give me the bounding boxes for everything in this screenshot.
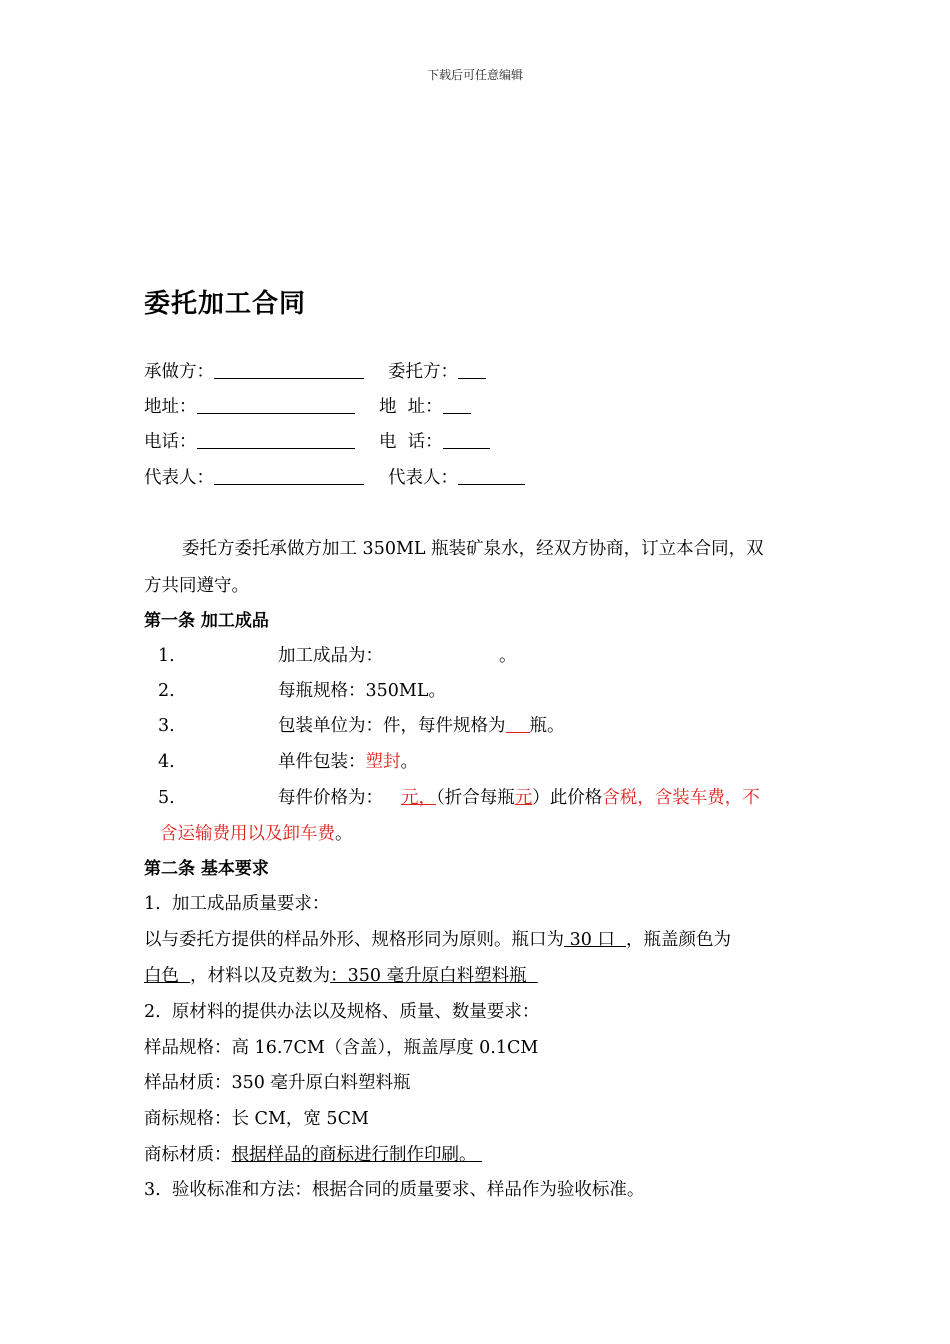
article-2-p5: 样品规格：高 16.7CM（含盖），瓶盖厚度 0.1CM: [144, 1038, 539, 1058]
item-1-text: [278, 644, 517, 668]
item-5-red-b: 元: [514, 788, 533, 808]
rep-label-left: 代表人：: [144, 468, 214, 488]
item-3-text: [278, 714, 565, 738]
party-row-2-right: [379, 395, 471, 419]
article-2-p2-c: ，瓶盖颜色为: [626, 930, 732, 950]
label-material-value: 根据样品的商标进行制作印刷。: [231, 1145, 483, 1165]
phone-blank-left: [197, 432, 355, 449]
item-4-text-a: 单件包装：: [278, 752, 366, 772]
contractor-label: 承做方：: [144, 362, 214, 382]
rep-blank-left: [214, 468, 364, 485]
item-5-continued: [160, 822, 353, 846]
party-row-2: [144, 395, 355, 419]
intro-line-2: 方共同遵守。: [144, 576, 249, 596]
page-header: 下载后可任意编辑: [426, 68, 523, 82]
item-5-red-c: 含税，含装车费，不: [602, 788, 760, 808]
article-2-p2-a: 以与委托方提供的样品外形、规格形同为原则。瓶口为: [144, 930, 564, 950]
item-1-label: 加工成品为：: [278, 646, 383, 666]
item-2-text: 每瓶规格：350ML。: [278, 681, 446, 701]
item-5-number: 5.: [158, 788, 175, 808]
rep-label-right: 代表人：: [388, 468, 458, 488]
phone-label-right: 电 话：: [379, 432, 443, 452]
cap-color-value: 白色: [144, 966, 191, 986]
item-5-text-b: （折合每瓶: [436, 788, 515, 808]
item-5-red-a: 元，: [401, 788, 436, 808]
article-2-p8-a: 商标材质：: [144, 1145, 232, 1165]
material-value: ：350 毫升原白料塑料瓶: [330, 966, 538, 986]
item-5-text-d: 。: [335, 824, 353, 844]
article-2-p8: [144, 1143, 482, 1167]
party-row-4: [144, 466, 364, 490]
item-5-red-d: 含运输费用以及卸车费: [160, 824, 335, 844]
client-blank: [458, 362, 486, 379]
party-row-4-right: [388, 466, 525, 490]
article-2-p6: 样品材质：350 毫升原白料塑料瓶: [144, 1073, 411, 1093]
item-3-text-b: 瓶。: [529, 716, 565, 736]
article-2-p3-b: ，材料以及克数为: [190, 966, 331, 986]
party-row-3-right: [379, 430, 490, 454]
article-2-p2: [144, 928, 731, 952]
item-4-text-b: 。: [400, 752, 418, 772]
item-5-text-a: 每件价格为：: [278, 788, 383, 808]
address-blank-right: [443, 397, 471, 414]
address-blank-left: [197, 397, 355, 414]
contractor-blank: [214, 362, 364, 379]
item-3-blank: [506, 716, 530, 733]
phone-blank-right: [443, 432, 490, 449]
article-2-p1: 1. 加工成品质量要求：: [144, 894, 330, 914]
article-1-heading: 第一条 加工成品: [144, 611, 269, 631]
intro-line-1: 委托方委托承做方加工 350ML 瓶装矿泉水，经双方协商，订立本合同，双: [182, 539, 764, 559]
address-label-left: 地址：: [144, 397, 197, 417]
article-2-p4: 2. 原材料的提供办法以及规格、质量、数量要求：: [144, 1002, 540, 1022]
party-row-1-right: [388, 360, 486, 384]
item-4-text: [278, 750, 418, 774]
article-2-p7: 商标规格：长 CM，宽 5CM: [144, 1109, 369, 1129]
article-2-heading: 第二条 基本要求: [144, 859, 269, 879]
bottle-mouth-value: 30 口: [564, 930, 627, 950]
item-4-red: 塑封: [365, 752, 401, 772]
item-3-text-a: 包装单位为：件，每件规格为: [278, 716, 506, 736]
rep-blank-right: [458, 468, 525, 485]
party-row-1: [144, 360, 364, 384]
party-row-3: [144, 430, 355, 454]
article-2-p3: [144, 964, 538, 988]
address-label-right: 地 址：: [379, 397, 443, 417]
item-3-number: 3.: [158, 716, 175, 736]
client-label: 委托方：: [388, 362, 458, 382]
article-2-p9: 3. 验收标准和方法：根据合同的质量要求、样品作为验收标准。: [144, 1180, 645, 1200]
item-2-number: 2.: [158, 681, 175, 701]
item-1-tail: 。: [499, 646, 517, 666]
item-5-text-c: ）此价格: [532, 788, 603, 808]
document-title: 委托加工合同: [144, 289, 307, 319]
phone-label-left: 电话：: [144, 432, 197, 452]
item-5-text: [278, 786, 760, 810]
item-1-number: 1.: [158, 646, 175, 666]
item-4-number: 4.: [158, 752, 175, 772]
